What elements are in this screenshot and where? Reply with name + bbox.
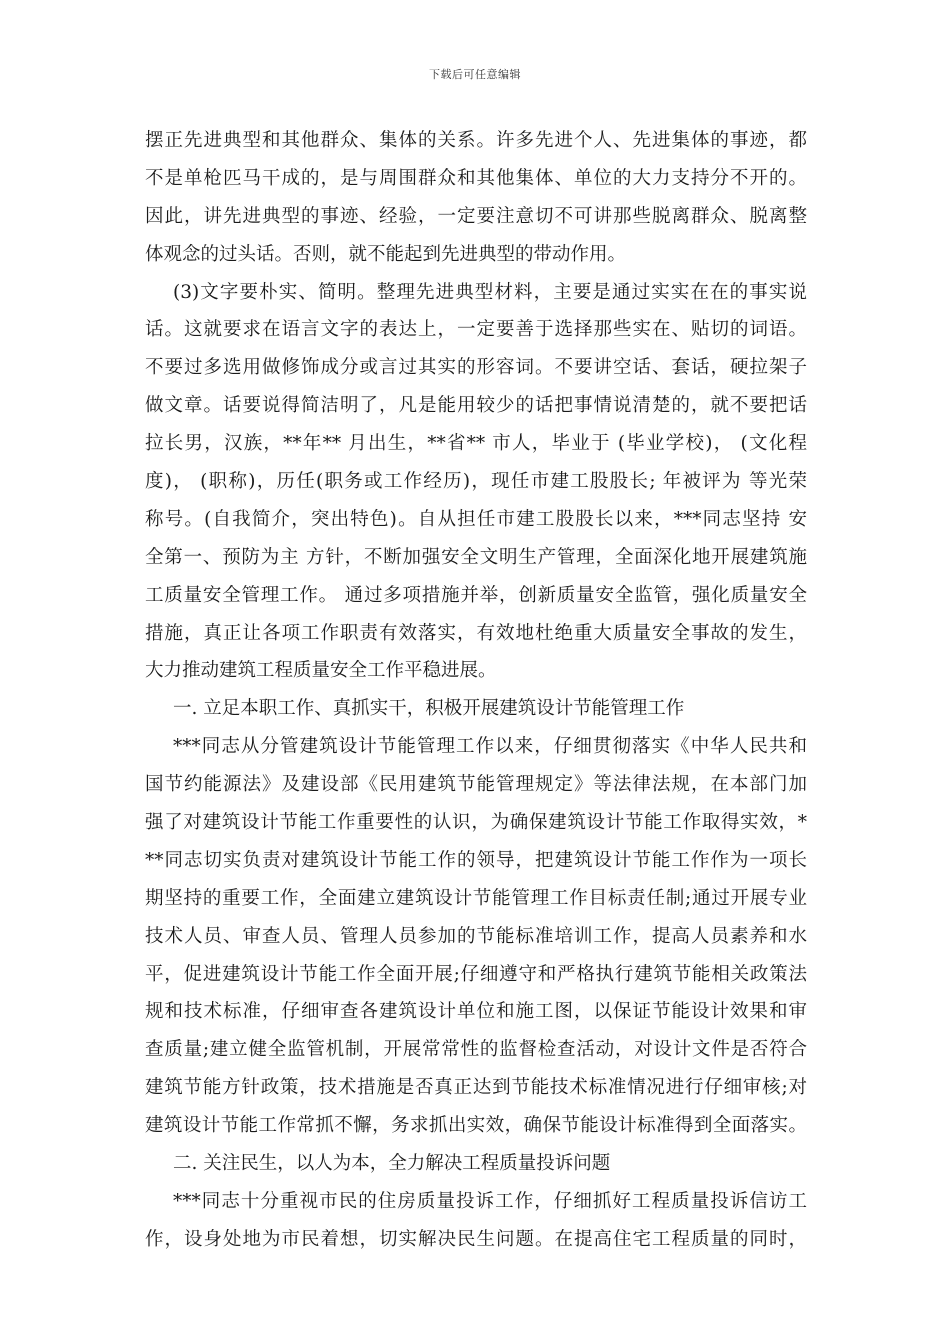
text-line: 称号。(自我简介，突出特色)。自从担任市建工股股长以来，***同志坚持 安 [145,508,807,530]
text-line: 大力推动建筑工程质量安全工作平稳进展。 [145,660,497,682]
text-line: 国节约能源法》及建设部《民用建筑节能管理规定》等法律法规，在本部门加 [145,774,807,796]
text-line: 不是单枪匹马干成的，是与周围群众和其他集体、单位的大力支持分不开的。 [145,167,807,189]
text-line: 度)， (职称)，历任(职务或工作经历)，现任市建工股股长; 年被评为 等光荣 [145,471,807,493]
text-line: 技术人员、审查人员、管理人员参加的节能标准培训工作，提高人员素养和水 [145,925,807,947]
text-line: 作，设身处地为市民着想，切实解决民生问题。在提高住宅工程质量的同时， [145,1228,807,1250]
text-line: 体观念的过头话。否则，就不能起到先进典型的带动作用。 [145,243,627,265]
text-line: 查质量;建立健全监管机制，开展常常性的监督检查活动，对设计文件是否符合 [145,1039,807,1061]
text-line: 二. 关注民生，以人为本，全力解决工程质量投诉问题 [173,1153,611,1175]
text-line: 建筑节能方针政策，技术措施是否真正达到节能技术标准情况进行仔细审核;对 [145,1077,807,1099]
text-line: 不要过多选用做修饰成分或言过其实的形容词。不要讲空话、套话，硬拉架子 [145,357,807,379]
text-line: 因此，讲先进典型的事迹、经验，一定要注意切不可讲那些脱离群众、脱离整 [145,205,807,227]
text-line: 全第一、预防为主 方针，不断加强安全文明生产管理，全面深化地开展建筑施 [145,546,807,568]
text-line: 强了对建筑设计节能工作重要性的认识，为确保建筑设计节能工作取得实效，* [145,812,807,834]
text-line: 拉长男，汉族，**年** 月出生，**省** 市人，毕业于 (毕业学校)， (文化程 [145,433,807,455]
text-line: ***同志从分管建筑设计节能管理工作以来，仔细贯彻落实《中华人民共和 [173,736,807,758]
text-line: 平，促进建筑设计节能工作全面开展;仔细遵守和严格执行建筑节能相关政策法 [145,963,807,985]
text-line: 期坚持的重要工作，全面建立建筑设计节能管理工作目标责任制;通过开展专业 [145,887,807,909]
text-line: ***同志十分重视市民的住房质量投诉工作，仔细抓好工程质量投诉信访工 [173,1190,807,1212]
text-line: 建筑设计节能工作常抓不懈，务求抓出实效，确保节能设计标准得到全面落实。 [145,1115,807,1137]
document-body [145,122,807,1259]
text-line: 措施，真正让各项工作职责有效落实，有效地杜绝重大质量安全事故的发生， [145,622,807,644]
text-line: 一. 立足本职工作、真抓实干，积极开展建筑设计节能管理工作 [173,698,685,720]
text-line: **同志切实负责对建筑设计节能工作的领导，把建筑设计节能工作作为一项长 [145,849,807,871]
text-line: 摆正先进典型和其他群众、集体的关系。许多先进个人、先进集体的事迹，都 [145,130,807,151]
text-line: 规和技术标准，仔细审查各建筑设计单位和施工图，以保证节能设计效果和审 [145,1001,807,1023]
text-line: 工质量安全管理工作。 通过多项措施并举，创新质量安全监管，强化质量安全 [145,584,807,606]
text-line: 话。这就要求在语言文字的表达上，一定要善于选择那些实在、贴切的词语。 [145,319,807,341]
text-line: (3)文字要朴实、简明。整理先进典型材料，主要是通过实实在在的事实说 [173,281,807,303]
page-header: 下载后可任意编辑 [429,68,521,81]
text-line: 做文章。话要说得简洁明了，凡是能用较少的话把事情说清楚的，就不要把话 [145,395,807,417]
